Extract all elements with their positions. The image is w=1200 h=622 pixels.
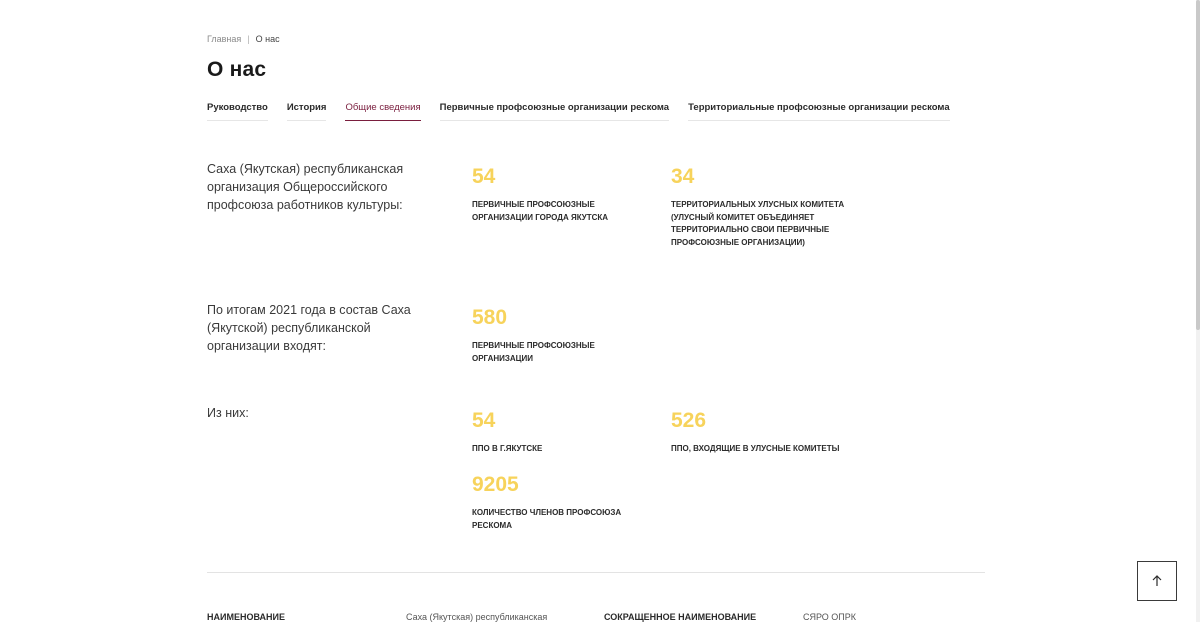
breadcrumb-separator: | bbox=[247, 34, 250, 44]
stat-number: 54 bbox=[472, 165, 496, 188]
tab-bar bbox=[207, 102, 950, 121]
breadcrumb-current: О нас bbox=[255, 34, 280, 44]
section-label: Саха (Якутская) республиканская организация Общероссийского профсоюза работников культуры: bbox=[207, 162, 404, 212]
tab-territorial-organizations[interactable]: Территориальные профсоюзные организации рескома bbox=[688, 102, 950, 121]
page-title: О нас bbox=[207, 58, 267, 81]
section-label: По итогам 2021 года в состав Саха (Якутской) республиканской организации входят: bbox=[207, 303, 411, 353]
stat-item bbox=[472, 410, 647, 456]
info-name-key: НАИМЕНОВАНИЕ bbox=[207, 612, 285, 622]
stat-number: 34 bbox=[671, 165, 695, 188]
stat-number: 526 bbox=[671, 409, 707, 432]
stat-item bbox=[472, 166, 647, 224]
stat-item bbox=[671, 410, 846, 456]
stat-description: ПЕРВИЧНЫЕ ПРОФСОЮЗНЫЕ ОРГАНИЗАЦИИ ГОРОДА ЯКУТСКА bbox=[472, 200, 609, 222]
stat-item bbox=[472, 474, 647, 532]
info-name-value: Саха (Якутская) республиканская bbox=[406, 612, 548, 622]
stat-description: КОЛИЧЕСТВО ЧЛЕНОВ ПРОФСОЮЗА РЕСКОМА bbox=[472, 508, 622, 530]
stat-description: ТЕРРИТОРИАЛЬНЫХ УЛУСНЫХ КОМИТЕТА (УЛУСНЫЙ КОМИТЕТ ОБЪЕДИНЯЕТ ТЕРРИТОРИАЛЬНО СВОИ ПЕРВИЧНЫЕ ПРОФСОЮЗНЫЕ ОРГАНИЗАЦИИ) bbox=[671, 200, 845, 247]
stat-number: 580 bbox=[472, 306, 508, 329]
stat-description: ПЕРВИЧНЫЕ ПРОФСОЮЗНЫЕ ОРГАНИЗАЦИИ bbox=[472, 341, 595, 363]
stat-description: ППО, ВХОДЯЩИЕ В УЛУСНЫЕ КОМИТЕТЫ bbox=[671, 444, 840, 453]
tab-primary-organizations[interactable]: Первичные профсоюзные организации рескома bbox=[440, 102, 669, 121]
tab-history[interactable]: История bbox=[287, 102, 327, 121]
stat-number: 9205 bbox=[472, 473, 519, 496]
section-label: Из них: bbox=[207, 406, 249, 420]
page-content bbox=[207, 0, 985, 622]
info-short-name-key: СОКРАЩЕННОЕ НАИМЕНОВАНИЕ bbox=[604, 612, 757, 622]
stat-item bbox=[472, 307, 647, 365]
arrow-up-icon bbox=[1151, 575, 1163, 587]
breadcrumb bbox=[207, 34, 280, 44]
breadcrumb-home-link[interactable]: Главная bbox=[207, 34, 242, 44]
stat-number: 54 bbox=[472, 409, 496, 432]
scrollbar-thumb[interactable] bbox=[1196, 0, 1200, 330]
section-divider bbox=[207, 572, 985, 573]
scroll-to-top-button[interactable] bbox=[1137, 561, 1177, 601]
stat-description: ППО В Г.ЯКУТСКЕ bbox=[472, 444, 543, 453]
page-scrollbar[interactable] bbox=[1196, 0, 1200, 622]
tab-leadership[interactable]: Руководство bbox=[207, 102, 268, 121]
info-short-name-value: СЯРО ОПРК bbox=[803, 612, 857, 622]
tab-general-info[interactable]: Общие сведения bbox=[345, 102, 420, 121]
stat-item bbox=[671, 166, 846, 249]
